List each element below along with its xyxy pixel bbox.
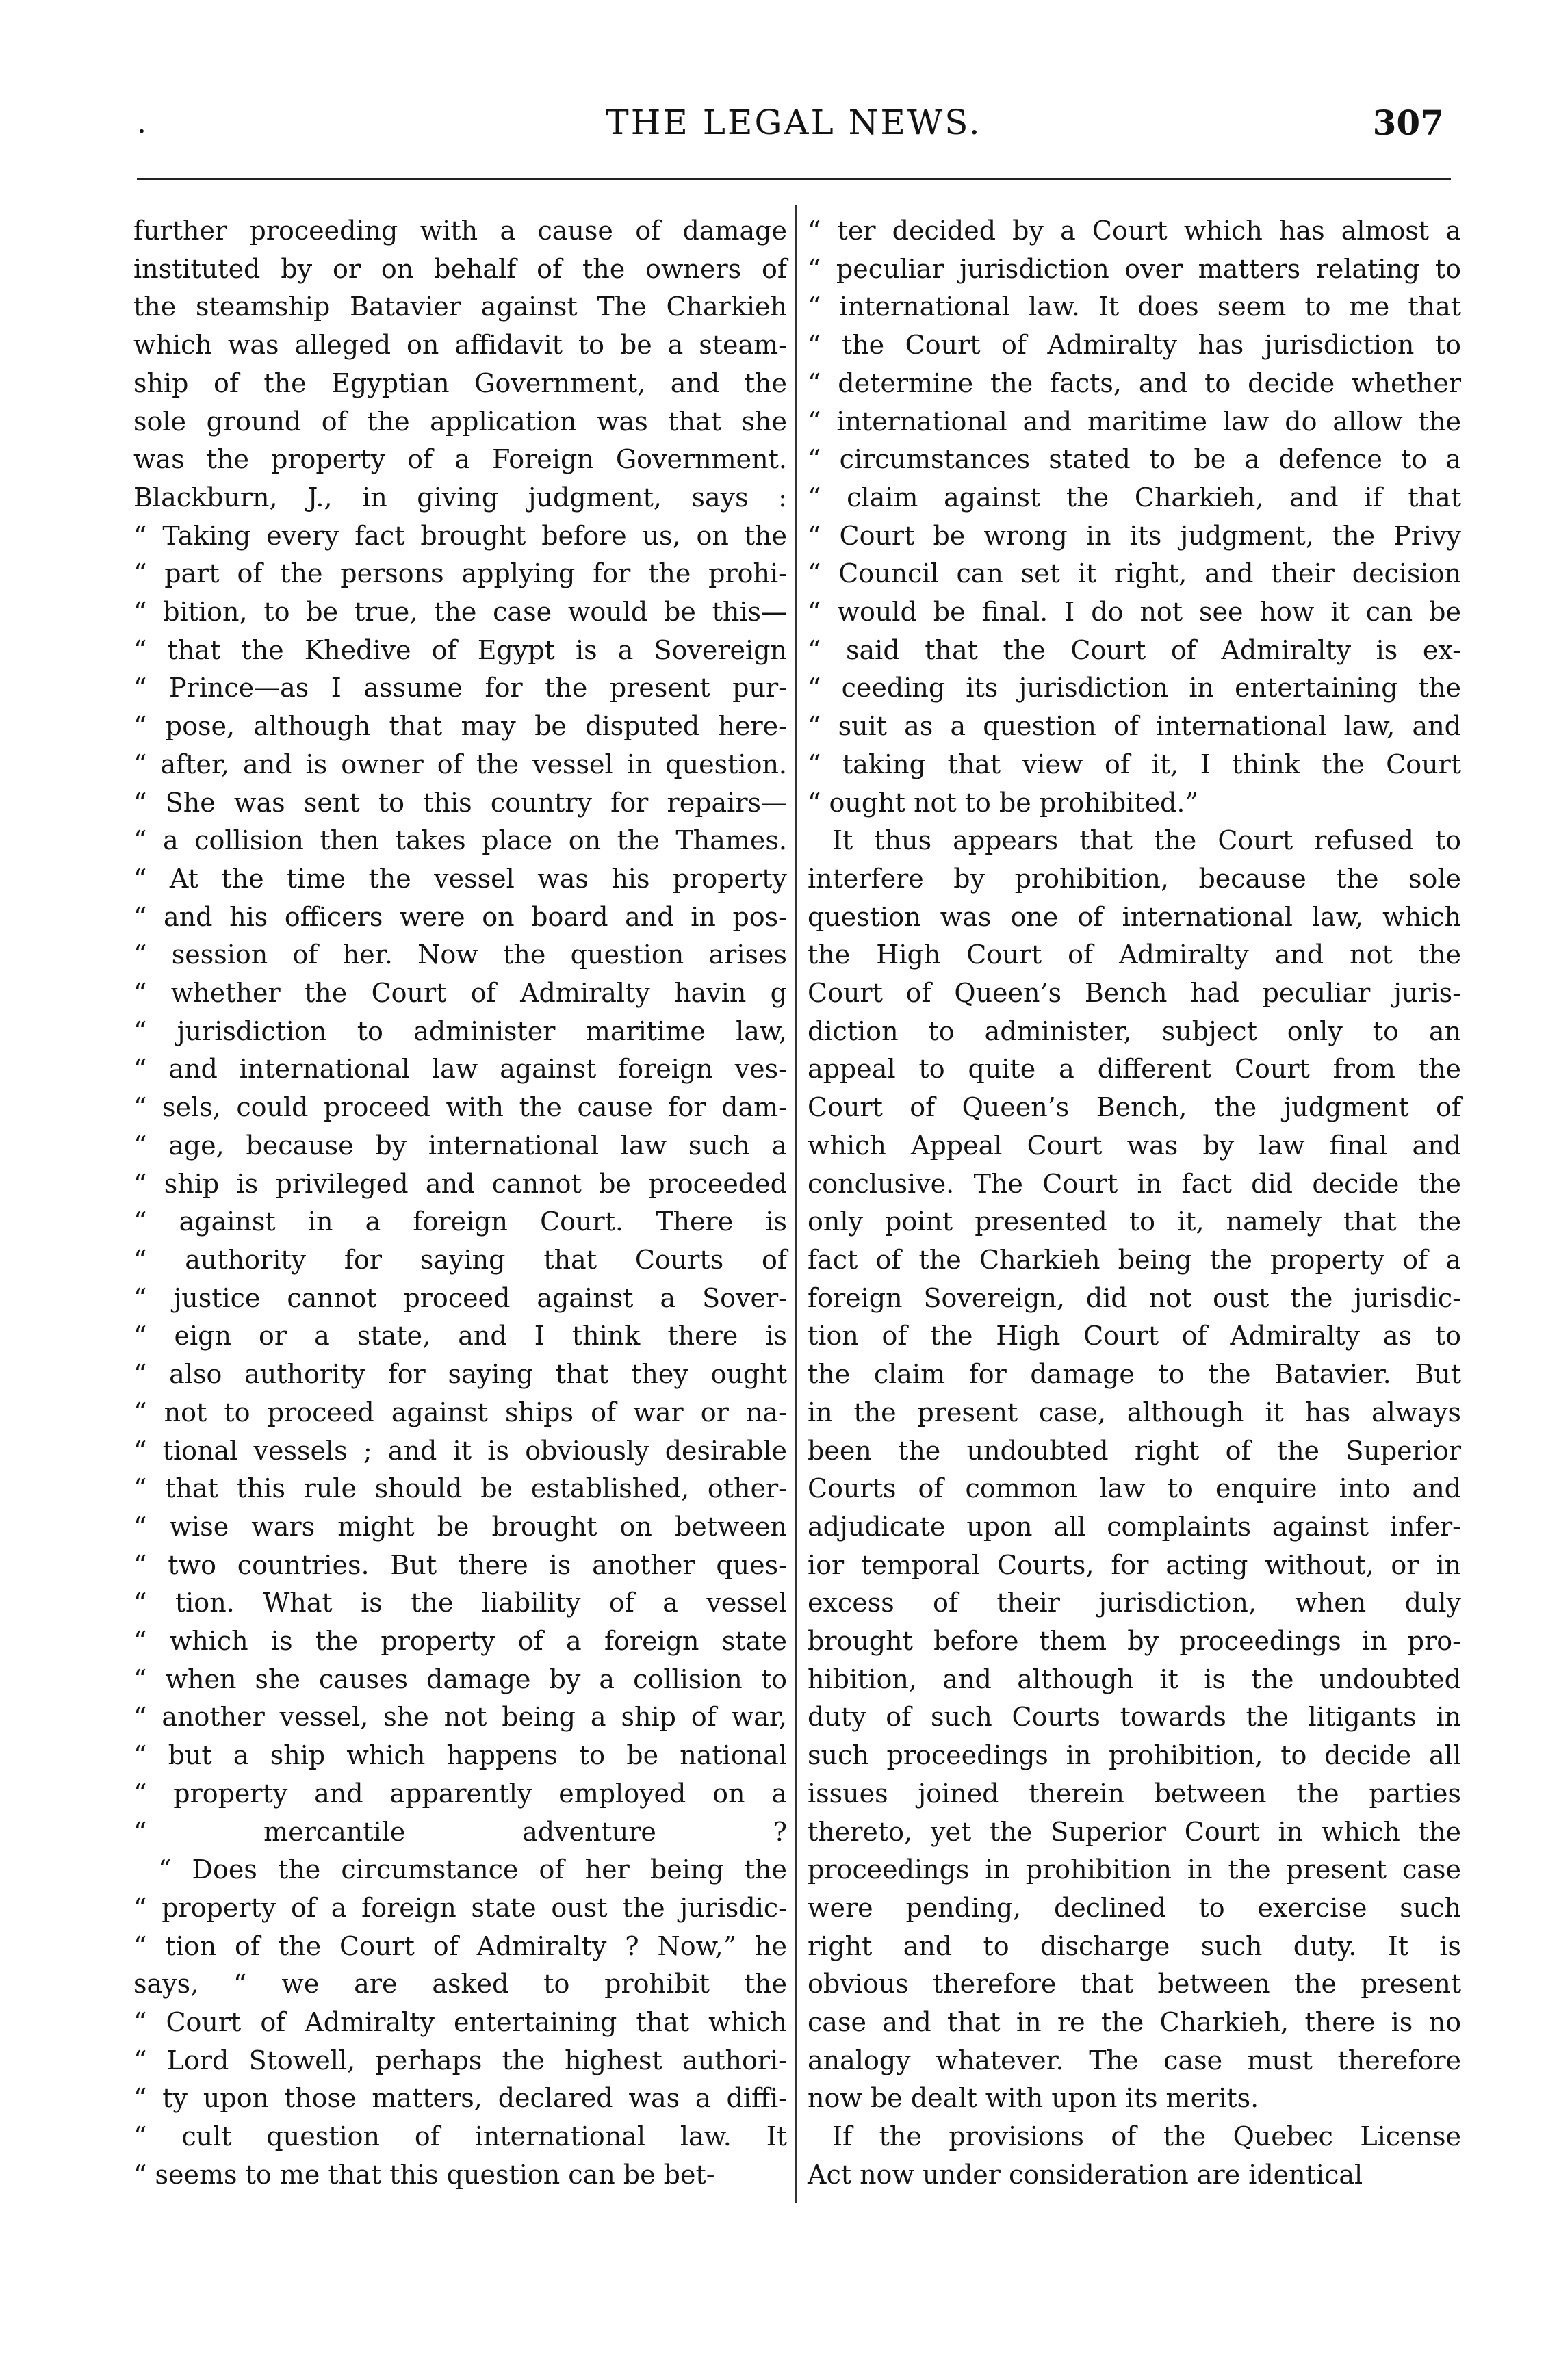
text-line: instituted by or on behalf of the owners of: [133, 253, 787, 284]
text-line: “ Prince—as I assume for the present pur-: [133, 673, 787, 703]
text-line: “ tional vessels ; and it is obviously desirable: [133, 1435, 787, 1466]
text-line: “ ty upon those matters, declared was a diffi-: [133, 2083, 787, 2114]
text-line: “ claim against the Charkieh, and if that: [808, 482, 1461, 513]
text-line: “ wise wars might be brought on between: [133, 1511, 787, 1542]
text-line: “ not to proceed against ships of war or na-: [133, 1397, 787, 1427]
running-title: THE LEGAL NEWS.: [606, 103, 982, 142]
text-line: “ Court be wrong in its judgment, the Privy: [808, 520, 1461, 551]
right-column: [808, 212, 1461, 2195]
text-line: thereto, yet the Superior Court in which the: [808, 1816, 1461, 1847]
text-line: excess of their jurisdiction, when duly: [808, 1588, 1461, 1618]
text-line: “ a collision then takes place on the Thames.: [133, 825, 787, 856]
text-line: foreign Sovereign, did not oust the jurisdic-: [808, 1282, 1461, 1313]
text-line: issues joined therein between the parties: [808, 1778, 1461, 1809]
text-line: Courts of common law to enquire into and: [808, 1473, 1461, 1504]
text-line: which Appeal Court was by law final and: [808, 1130, 1461, 1161]
text-line: appeal to quite a different Court from the: [808, 1054, 1461, 1085]
text-line: “ session of her. Now the question arises: [133, 940, 787, 970]
text-line: “ also authority for saying that they ought: [133, 1359, 787, 1390]
text-line: the steamship Batavier against The Charkieh: [133, 292, 787, 322]
text-line: If the provisions of the Quebec License: [832, 2121, 1461, 2152]
text-line: in the present case, although it has always: [808, 1397, 1461, 1427]
left-column: [133, 212, 787, 2195]
text-line: “ circumstances stated to be a defence to a: [808, 444, 1461, 475]
text-line: “ whether the Court of Admiralty havin g: [133, 978, 787, 1009]
text-line: further proceeding with a cause of damage: [133, 216, 787, 246]
text-line: the High Court of Admiralty and not the: [808, 940, 1461, 970]
text-line: the claim for damage to the Batavier. But: [808, 1359, 1461, 1390]
text-line: “ another vessel, she not being a ship of war,: [133, 1702, 787, 1733]
text-line: which was alleged on affidavit to be a steam-: [133, 330, 787, 361]
text-line: “ ceeding its jurisdiction in entertaining the: [808, 673, 1461, 703]
text-line: “ that the Khedive of Egypt is a Sovereign: [133, 634, 787, 665]
text-line: proceedings in prohibition in the present case: [808, 1854, 1461, 1885]
text-line: “ At the time the vessel was his property: [133, 863, 787, 894]
text-line: conclusive. The Court in fact did decide the: [808, 1168, 1461, 1199]
text-line: “ and international law against foreign ves-: [133, 1054, 787, 1085]
text-line: “ international law. It does seem to me that: [808, 292, 1461, 322]
text-line: were pending, declined to exercise such: [808, 1892, 1461, 1923]
text-line: ship of the Egyptian Government, and the: [133, 367, 787, 398]
text-line: “ tion of the Court of Admiralty ? Now,” he: [133, 1930, 787, 1961]
text-line: “ age, because by international law such a: [133, 1130, 787, 1161]
text-line: “ but a ship which happens to be national: [133, 1740, 787, 1771]
text-line: “ ship is privileged and cannot be proceeded: [133, 1168, 787, 1199]
text-line: “ peculiar jurisdiction over matters relating to: [808, 253, 1461, 284]
text-line: “ property of a foreign state oust the jurisdic-: [133, 1892, 787, 1923]
text-line: “ ter decided by a Court which has almost a: [808, 216, 1461, 246]
text-line: such proceedings in prohibition, to decide all: [808, 1740, 1461, 1771]
text-line: “ international and maritime law do allow the: [808, 406, 1461, 437]
text-line: ior temporal Courts, for acting without, or in: [808, 1549, 1461, 1580]
text-line: “ property and apparently employed on a: [133, 1778, 787, 1809]
text-line: “ mercantile adventure ?: [133, 1816, 787, 1847]
text-line: “ and his officers were on board and in pos-: [133, 901, 787, 932]
text-line: “ which is the property of a foreign state: [133, 1626, 787, 1657]
text-line: question was one of international law, which: [808, 901, 1461, 932]
text-line: “ two countries. But there is another ques-: [133, 1549, 787, 1580]
text-line: duty of such Courts towards the litigants in: [808, 1702, 1461, 1733]
column-divider: [795, 205, 797, 2203]
text-line: It thus appears that the Court refused to: [832, 825, 1461, 856]
text-line: hibition, and although it is the undoubted: [808, 1664, 1461, 1694]
text-line: “ Council can set it right, and their decision: [808, 558, 1461, 589]
text-line: “ Court of Admiralty entertaining that which: [133, 2007, 787, 2038]
text-line: “ when she causes damage by a collision to: [133, 1664, 787, 1694]
text-line: Court of Queen’s Bench, the judgment of: [808, 1092, 1461, 1123]
text-line: “ suit as a question of international law, and: [808, 711, 1461, 742]
text-line: analogy whatever. The case must therefore: [808, 2045, 1461, 2075]
text-line: “ eign or a state, and I think there is: [133, 1321, 787, 1351]
text-line: now be dealt with upon its merits.: [808, 2083, 1259, 2114]
text-line: adjudicate upon all complaints against infer-: [808, 1511, 1461, 1542]
text-line: “ determine the facts, and to decide whether: [808, 367, 1461, 398]
text-line: only point presented to it, namely that the: [808, 1206, 1461, 1237]
text-line: diction to administer, subject only to an: [808, 1016, 1461, 1046]
text-line: “ sels, could proceed with the cause for dam-: [133, 1092, 787, 1123]
text-line: “ tion. What is the liability of a vessel: [133, 1588, 787, 1618]
text-line: “ bition, to be true, the case would be this—: [133, 597, 787, 628]
text-line: Act now under consideration are identical: [808, 2159, 1363, 2190]
text-line: “ justice cannot proceed against a Sover-: [133, 1282, 787, 1313]
text-line: was the property of a Foreign Government.: [133, 444, 787, 475]
header-marker: .: [137, 105, 146, 140]
text-line: “ that this rule should be established, other-: [133, 1473, 787, 1504]
text-line: case and that in re the Charkieh, there is no: [808, 2007, 1461, 2038]
text-line: brought before them by proceedings in pro-: [808, 1626, 1461, 1657]
text-line: “ Taking every fact brought before us, on the: [133, 520, 787, 551]
text-line: “ authority for saying that Courts of: [133, 1244, 787, 1275]
text-line: right and to discharge such duty. It is: [808, 1930, 1461, 1961]
page-header: [137, 96, 1451, 144]
text-line: “ Does the circumstance of her being the: [158, 1854, 787, 1885]
text-line: “ ought not to be prohibited.”: [808, 787, 1198, 818]
text-line: “ against in a foreign Court. There is: [133, 1206, 787, 1237]
text-line: “ after, and is owner of the vessel in question.: [133, 749, 787, 779]
text-line: “ cult question of international law. It: [133, 2121, 787, 2152]
text-line: “ jurisdiction to administer maritime law,: [133, 1016, 787, 1046]
text-line: “ said that the Court of Admiralty is ex-: [808, 634, 1461, 665]
text-line: “ Lord Stowell, perhaps the highest authori-: [133, 2045, 787, 2075]
text-line: “ would be final. I do not see how it can be: [808, 597, 1461, 628]
header-rule: [137, 178, 1451, 180]
page-number: 307: [1372, 103, 1444, 143]
text-line: fact of the Charkieh being the property of a: [808, 1244, 1461, 1275]
text-line: “ pose, although that may be disputed here-: [133, 711, 787, 742]
text-line: “ the Court of Admiralty has jurisdiction to: [808, 330, 1461, 361]
text-line: “ seems to me that this question can be bet-: [133, 2159, 715, 2190]
text-line: “ She was sent to this country for repairs—: [133, 787, 787, 818]
text-line: says, “ we are asked to prohibit the: [133, 1969, 787, 2000]
text-line: Blackburn, J., in giving judgment, says :: [133, 482, 787, 513]
text-line: tion of the High Court of Admiralty as to: [808, 1321, 1461, 1351]
text-line: interfere by prohibition, because the sole: [808, 863, 1461, 894]
text-line: obvious therefore that between the present: [808, 1969, 1461, 2000]
text-line: Court of Queen’s Bench had peculiar juris-: [808, 978, 1461, 1009]
text-line: “ taking that view of it, I think the Court: [808, 749, 1461, 779]
text-line: sole ground of the application was that she: [133, 406, 787, 437]
text-line: been the undoubted right of the Superior: [808, 1435, 1461, 1466]
text-line: “ part of the persons applying for the prohi-: [133, 558, 787, 589]
